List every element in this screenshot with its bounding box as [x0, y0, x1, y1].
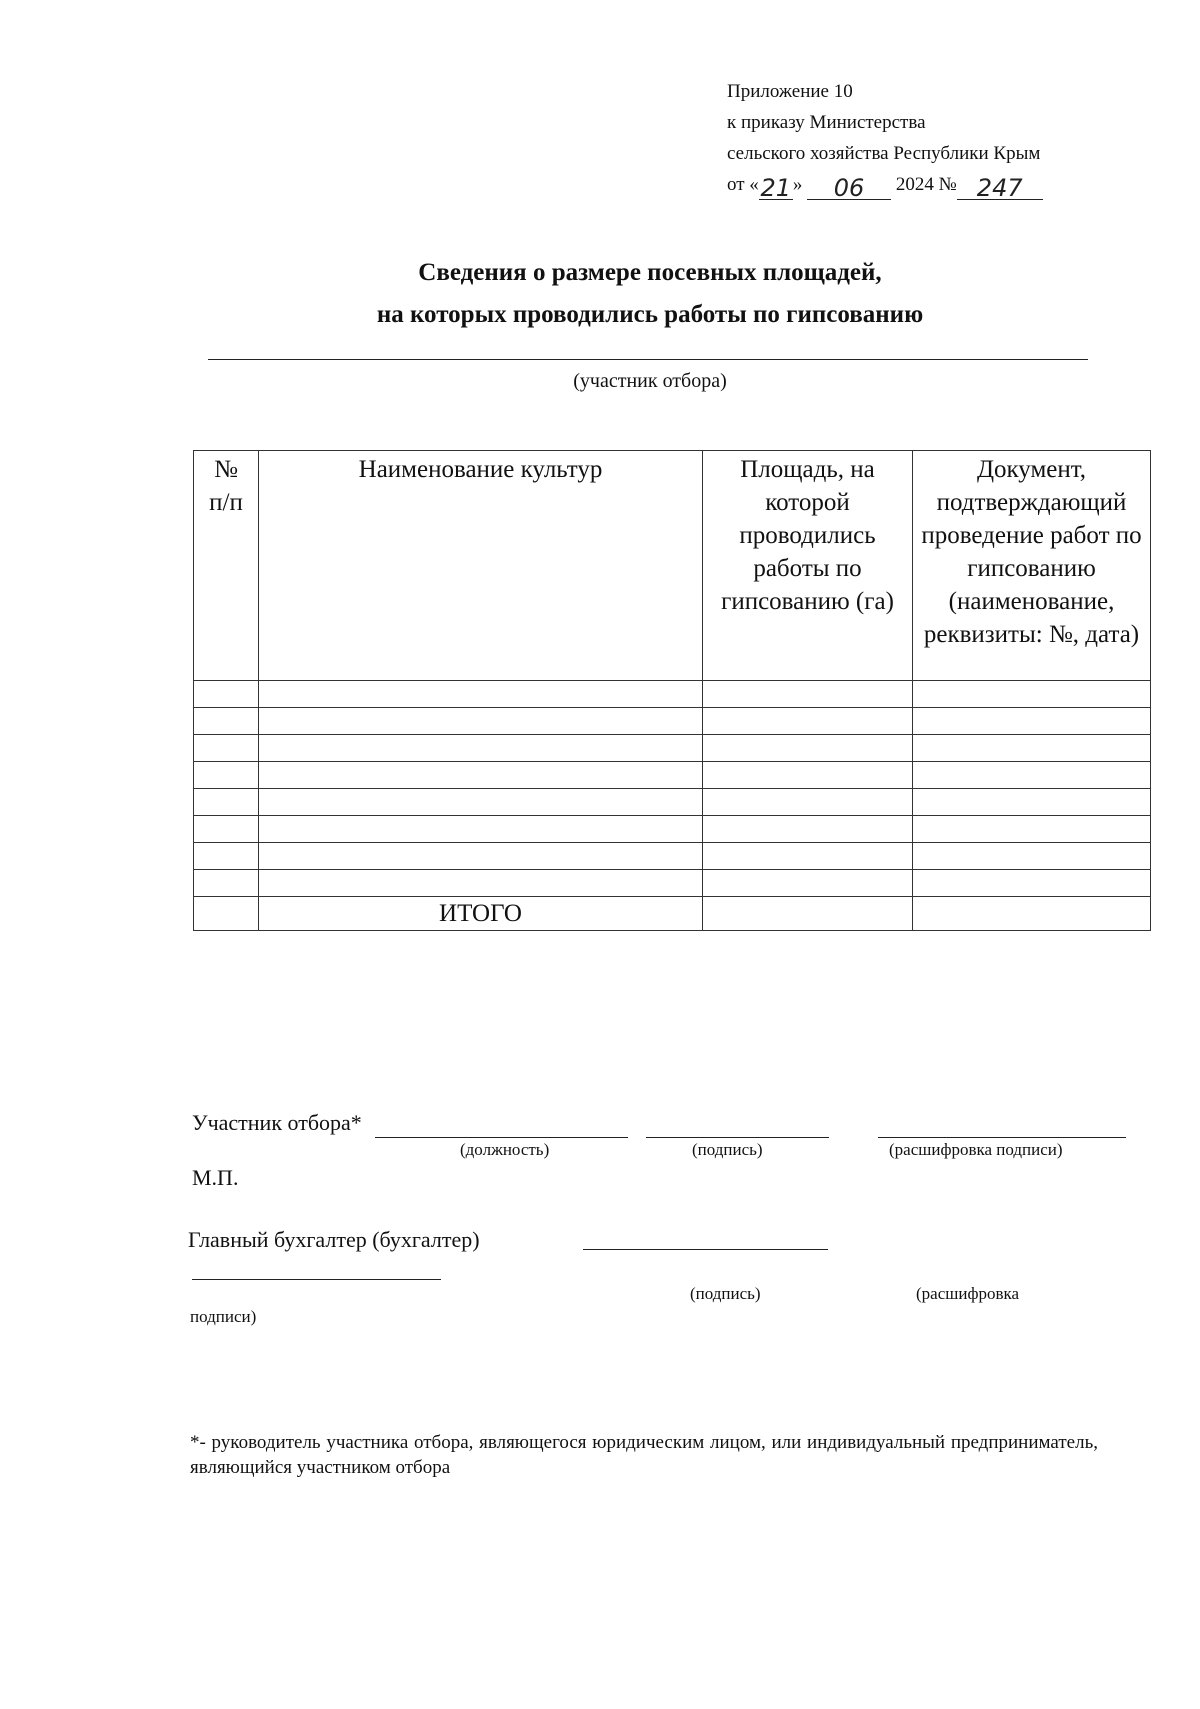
accountant-label: Главный бухгалтер (бухгалтер)	[188, 1227, 480, 1252]
header-crop-name: Наименование культур	[259, 451, 703, 681]
table-row	[194, 789, 1151, 816]
stamp-label: М.П.	[192, 1165, 239, 1190]
accountant-signature-caption: (подпись)	[690, 1284, 761, 1303]
table-row	[194, 708, 1151, 735]
signature-caption: (подпись)	[692, 1140, 763, 1159]
crop-area-table	[193, 450, 1151, 931]
table-row	[194, 735, 1151, 762]
table-row	[194, 870, 1151, 897]
title-line-1: Сведения о размере посевных площадей,	[418, 259, 882, 286]
participant-caption: (участник отбора)	[573, 370, 727, 392]
appendix-date-line	[727, 169, 1043, 200]
table-row	[194, 762, 1151, 789]
accountant-signature-line[interactable]	[583, 1249, 828, 1250]
order-number: 247	[976, 174, 1023, 202]
table-header-row	[194, 451, 1151, 681]
total-label: ИТОГО	[259, 897, 703, 931]
date-prefix: от «	[727, 174, 759, 195]
title-line-2: на которых проводились работы по гипсованию	[376, 301, 924, 328]
date-year: 2024 №	[895, 174, 957, 195]
footnote: *- руководитель участника отбора, являющегося юридическим лицом, или индивидуальный предприниматель, являющийся участником отбора	[190, 1432, 1098, 1478]
header-document: Документ, подтверждающий проведение работ по гипсованию (наименование, реквизиты: №, дата)	[913, 451, 1151, 681]
accountant-decoding-line[interactable]	[192, 1279, 441, 1280]
participant-name-line	[208, 359, 1088, 360]
participant-label: Участник отбора*	[192, 1110, 362, 1135]
header-area: Площадь, на которой проводились работы по гипсованию (га)	[703, 451, 913, 681]
table-row	[194, 681, 1151, 708]
position-caption: (должность)	[460, 1140, 550, 1159]
table-row	[194, 843, 1151, 870]
header-number: № п/п	[194, 451, 259, 681]
appendix-header	[727, 76, 1043, 200]
appendix-line-2: к приказу Министерства	[727, 112, 926, 133]
appendix-line-3: сельского хозяйства Республики Крым	[727, 143, 1041, 164]
document-title	[200, 252, 1100, 336]
date-month: 06	[833, 174, 865, 202]
appendix-line-1: Приложение 10	[727, 81, 853, 102]
decoding-line[interactable]	[878, 1137, 1126, 1138]
signature-line[interactable]	[646, 1137, 829, 1138]
accountant-decoding-caption-cont: подписи)	[190, 1307, 257, 1326]
date-sep: »	[792, 174, 803, 195]
accountant-decoding-caption: (расшифровка	[916, 1284, 1020, 1303]
table-total-row	[194, 897, 1151, 931]
decoding-caption: (расшифровка подписи)	[889, 1140, 1063, 1159]
position-line[interactable]	[375, 1137, 628, 1138]
date-day: 21	[760, 174, 792, 202]
table-row	[194, 816, 1151, 843]
